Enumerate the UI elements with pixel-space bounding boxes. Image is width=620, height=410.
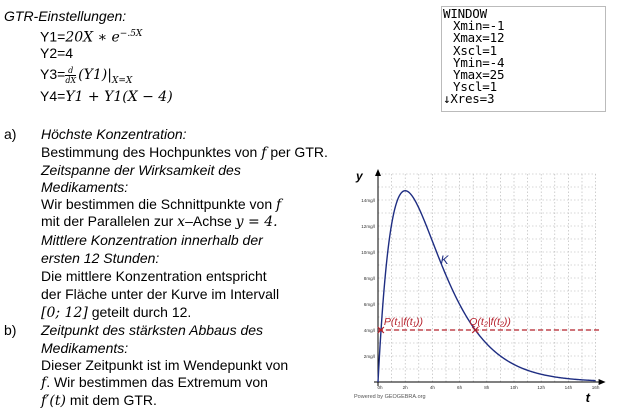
equation-y4 (40, 88, 173, 105)
interval: [0; 12] (41, 305, 88, 321)
calculator-window-screen (441, 6, 606, 112)
equation-y3 (40, 66, 132, 89)
y3-subscript: X=X (111, 76, 133, 86)
x-tick-label: 4h (429, 385, 435, 390)
y-tick-label: 14mg/l (361, 198, 375, 203)
section-b-heading-line-1: Zeitpunkt des stärksten Abbaus des (41, 322, 264, 338)
section-a-heading-2-line-2: Medikaments: (41, 179, 129, 195)
fraction-denominator: dX (65, 76, 77, 85)
text-2-mid: mit der Parallelen zur (41, 213, 174, 229)
section-a-text-3-line-3 (41, 304, 191, 321)
curve-label-k: K (440, 253, 449, 268)
section-a-heading-1: Höchste Konzentration: (41, 126, 187, 142)
function-f: f (41, 375, 47, 391)
y-tick-label: 10mg/l (361, 250, 375, 255)
x-axis-arrow (599, 379, 606, 385)
section-a-label: a) (4, 126, 17, 142)
y4-lhs: Y4= (40, 88, 66, 104)
fraction-numerator: d (65, 66, 76, 76)
x-tick-label: 2h (402, 385, 408, 390)
y-tick-label: 4mg/l (363, 328, 375, 333)
text-1-end: per GTR. (270, 144, 328, 160)
text-1-start: Bestimmung des Hochpunktes von (41, 144, 258, 160)
geogebra-credit: Powered by GEOGEBRA.org (354, 394, 426, 400)
y-tick-label: 2mg/l (363, 354, 375, 359)
window-ymin: Ymin=-4 (453, 54, 505, 70)
derivative-f-prime: f′(t) (41, 393, 66, 409)
section-a-text-3-line-2: der Fläche unter der Kurve im Intervall (41, 286, 280, 302)
derivative-fraction (65, 66, 76, 85)
section-b-heading-line-2: Medikaments: (41, 340, 129, 356)
section-b-text-line-2 (41, 374, 268, 391)
window-xscl: Xscl=1 (453, 42, 497, 58)
text-2-axis: –Achse (185, 213, 232, 229)
equation-y-4: y = 4. (235, 214, 278, 230)
section-a-text-2-line-1 (41, 196, 281, 213)
x-tick-label: 16h (591, 385, 600, 390)
y1-exponent: −.5X (119, 29, 143, 39)
equation-y1 (40, 26, 142, 46)
window-yscl: Yscl=1 (453, 79, 497, 95)
window-xmin: Xmin=-1 (453, 18, 505, 34)
text-b-mid: . Wir bestimmen das Extremum von (46, 374, 268, 390)
x-tick-label: 8h (484, 385, 490, 390)
y-axis-label: y (356, 169, 363, 183)
point-q-label: Q(t₂|f(t₂)) (469, 316, 511, 328)
section-a-text-2-line-2 (41, 213, 278, 230)
section-b-text-line-3 (41, 392, 157, 409)
x-tick-label: 12h (537, 385, 546, 390)
y4-rhs: Y1 + Y1(X − 4) (65, 89, 173, 105)
concentration-graph (350, 168, 610, 404)
y1-lhs: Y1= (40, 28, 66, 45)
window-ymax: Ymax=25 (453, 67, 505, 83)
window-xmax: Xmax=12 (453, 30, 505, 46)
x-tick-label: 10h (510, 385, 518, 390)
section-a-text-1 (41, 144, 328, 161)
y-axis-arrow (375, 169, 381, 176)
window-title: WINDOW (443, 6, 487, 21)
y3-argument: (Y1)| (78, 67, 112, 84)
function-f: f (276, 197, 282, 213)
y3-lhs: Y3= (40, 66, 66, 83)
section-a-heading-2-line-1: Zeitspanne der Wirksamkeit des (41, 162, 241, 178)
y-tick-label: 6mg/l (363, 302, 375, 307)
point-p-label: P(t₁|f(t₁)) (383, 316, 424, 328)
text-3-end: geteilt durch 12. (91, 304, 192, 320)
y-tick-labels (361, 198, 375, 359)
text-b-end: mit dem GTR. (69, 392, 157, 408)
section-a-heading-3-line-2: ersten 12 Stunden: (41, 250, 160, 266)
grid (378, 174, 596, 382)
section-b-label: b) (4, 322, 17, 338)
x-axis-label: t (585, 390, 590, 404)
function-f: f (261, 145, 267, 161)
section-a-text-3-line-1: Die mittlere Konzentration entspricht (41, 268, 267, 284)
section-b-text-line-1: Dieser Zeitpunkt ist im Wendepunkt von (41, 357, 289, 373)
text-2-start: Wir bestimmen die Schnittpunkte von (41, 196, 273, 212)
variable-x: x (177, 214, 186, 230)
x-tick-label: 0h (377, 385, 383, 390)
x-tick-label: 14h (564, 385, 573, 390)
equation-y2: Y2=4 (40, 45, 74, 61)
y-tick-label: 12mg/l (361, 224, 375, 229)
gtr-heading: GTR-Einstellungen: (4, 8, 127, 24)
x-tick-labels (377, 385, 599, 390)
x-tick-label: 6h (457, 385, 463, 390)
y-tick-label: 8mg/l (363, 276, 375, 281)
window-xres: ↓Xres=3 (443, 91, 495, 107)
section-a-heading-3-line-1: Mittlere Konzentration innerhalb der (41, 232, 263, 248)
y1-rhs: 20X ∗ e (65, 29, 120, 46)
